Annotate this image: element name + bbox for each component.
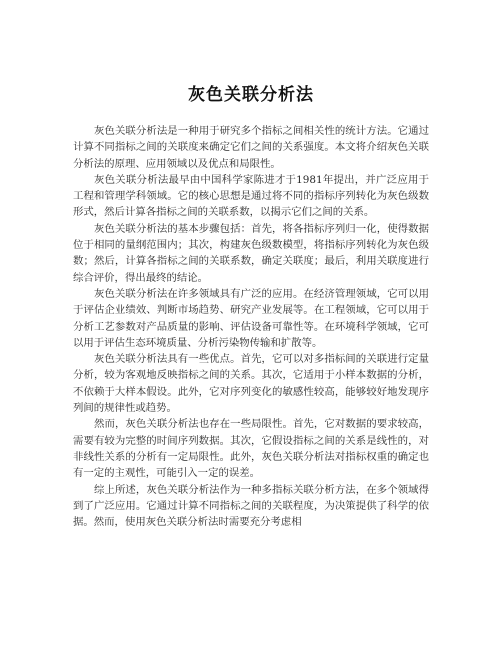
paragraph-intro: 灰色关联分析法是一种用于研究多个指标之间相关性的统计方法。它通过计算不同指标之间的关联度来确定它们之间的关系强度。本文将介绍灰色关联分析法的原理、应用领域以及优点和局限性。 bbox=[73, 125, 429, 170]
paragraph-limitations: 然而，灰色关联分析法也存在一些局限性。首先，它对数据的要求较高，需要有较为完整的时间序列数据。其次，它假设指标之间的关系是线性的，对非线性关系的分析有一定局限性。此外，灰色关联分析法对指标权重的确定也有一定的主观性，可能引入一定的误差。 bbox=[73, 418, 429, 480]
paragraph-applications: 灰色关联分析法在许多领域具有广泛的应用。在经济管理领域，它可以用于评估企业绩效、判断市场趋势、研究产业发展等。在工程领域，它可以用于分析工艺参数对产品质量的影响、评估设备可靠性等。在环境科学领域，它可以用于评估生态环境质量、分析污染物传输和扩散等。 bbox=[73, 287, 429, 349]
paragraph-steps: 灰色关联分析法的基本步骤包括：首先，将各指标序列归一化，使得数据位于相同的量纲范围内；其次，构建灰色级数模型，将指标序列转化为灰色级数；然后，计算各指标之间的关联系数，确定关联度；最后，利用关联度进行综合评价，得出最终的结论。 bbox=[73, 222, 429, 284]
paragraph-advantages: 灰色关联分析法具有一些优点。首先，它可以对多指标间的关联进行定量分析，较为客观地反映指标之间的关系。其次，它适用于小样本数据的分析，不依赖于大样本假设。此外，它对序列变化的敏感性较高，能够较好地发现序列间的规律性或趋势。 bbox=[73, 353, 429, 415]
paragraph-conclusion: 综上所述，灰色关联分析法作为一种多指标关联分析方法，在多个领域得到了广泛应用。它通过计算不同指标之间的关联程度，为决策提供了科学的依据。然而，使用灰色关联分析法时需要充分考虑相 bbox=[73, 483, 429, 529]
document-body bbox=[73, 123, 429, 530]
paragraph-origin: 灰色关联分析法最早由中国科学家陈进才于1981年提出，并广泛应用于工程和管理学科领域。它的核心思想是通过将不同的指标序列转化为灰色级数形式，然后计算各指标之间的关联系数，以揭示它们之间的关系。 bbox=[73, 173, 429, 219]
document-title: 灰色关联分析法 bbox=[188, 85, 314, 105]
